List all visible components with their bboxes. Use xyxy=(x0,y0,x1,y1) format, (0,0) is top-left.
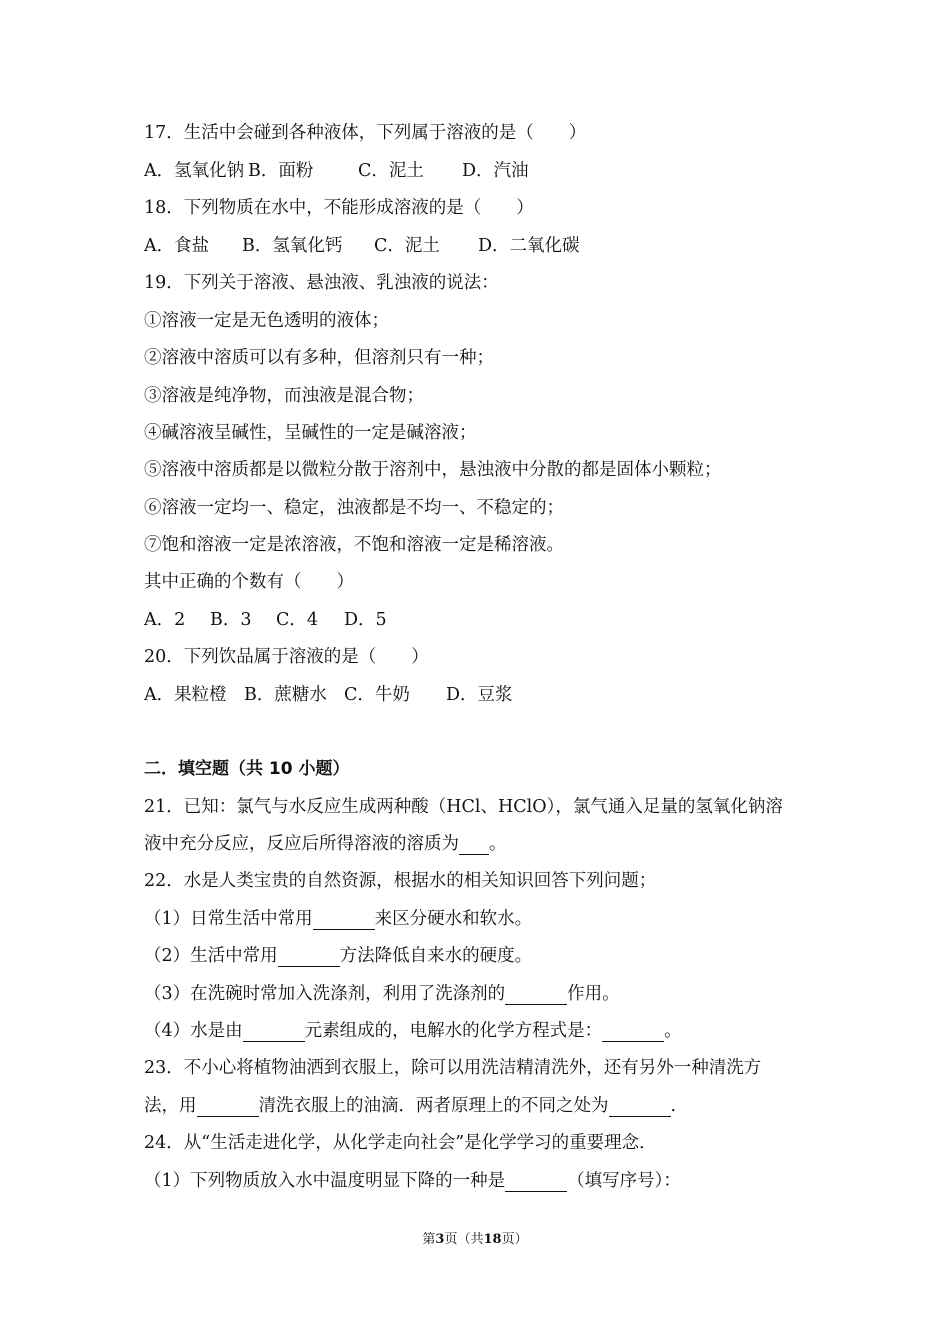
q22-part-4-text: （4）水是由 xyxy=(144,1021,243,1041)
q19-options xyxy=(144,609,387,631)
q20-option-d: D．豆浆 xyxy=(446,685,513,705)
q22-part-2 xyxy=(144,945,532,967)
section-title: 二．填空题（共 10 小题） xyxy=(144,759,350,779)
q19-option-b: B．3 xyxy=(210,610,252,630)
q18-option-a: A．食盐 xyxy=(144,236,210,256)
q22-stem: 22．水是人类宝贵的自然资源，根据水的相关知识回答下列问题； xyxy=(144,871,657,891)
page-footer xyxy=(0,1228,950,1247)
q19-statement-2: ②溶液中溶质可以有多种，但溶剂只有一种； xyxy=(144,348,494,368)
q18-option-b: B．氢氧化钙 xyxy=(242,236,343,256)
q17-option-c: C．泥土 xyxy=(358,161,424,181)
footer-middle: 页（共 xyxy=(444,1232,484,1247)
footer-total-pages: 18 xyxy=(483,1232,502,1247)
q22-part-2-text: （2）生活中常用 xyxy=(144,946,278,966)
q24-part-1-text: （1）下列物质放入水中温度明显下降的一种是 xyxy=(144,1171,506,1191)
q20-option-b: B．蔗糖水 xyxy=(244,685,327,705)
q19-statement-1: ①溶液一定是无色透明的液体； xyxy=(144,311,389,331)
footer-page-number: 3 xyxy=(435,1232,445,1247)
q19-option-a: A．2 xyxy=(144,610,186,630)
q21-line-2-end: 。 xyxy=(489,834,507,854)
q18-option-c: C．泥土 xyxy=(374,236,440,256)
q19-statement-4: ④碱溶液呈碱性，呈碱性的一定是碱溶液； xyxy=(144,423,477,443)
q20-options xyxy=(144,684,513,706)
q22-part-2-end: 方法降低自来水的硬度。 xyxy=(339,946,533,966)
q21-line-1: 21．已知：氯气与水反应生成两种酸（HCl、HClO），氯气通入足量的氢氧化钠溶 xyxy=(144,797,783,817)
q23-line-2-text: 法，用 xyxy=(144,1096,197,1116)
q22-part-4-mid: 元素组成的，电解水的化学方程式是： xyxy=(304,1021,603,1041)
q22-part-4-blank-2 xyxy=(602,1023,664,1042)
q22-part-1-end: 来区分硬水和软水。 xyxy=(374,909,533,929)
q23-blank-1 xyxy=(197,1098,259,1117)
q23-line-1: 23．不小心将植物油洒到衣服上，除可以用洗洁精清洗外，还有另外一种清洗方 xyxy=(144,1058,762,1078)
q22-part-1-text: （1）日常生活中常用 xyxy=(144,909,313,929)
q17-option-b: B．面粉 xyxy=(248,161,314,181)
q22-part-3 xyxy=(144,983,620,1005)
q19-statement-7: ⑦饱和溶液一定是浓溶液，不饱和溶液一定是稀溶液。 xyxy=(144,535,564,555)
q17-option-a: A．氢氧化钠 xyxy=(144,161,245,181)
q18-option-d: D．二氧化碳 xyxy=(478,236,580,256)
q19-stem: 19．下列关于溶液、悬浊液、乳浊液的说法： xyxy=(144,273,499,293)
q22-part-3-text: （3）在洗碗时常加入洗涤剂，利用了洗涤剂的 xyxy=(144,984,506,1004)
q23-line-2-mid: 清洗衣服上的油滴．两者原理上的不同之处为 xyxy=(258,1096,609,1116)
q22-part-4-blank-1 xyxy=(243,1023,305,1042)
q18-stem: 18．下列物质在水中，不能形成溶液的是（ ） xyxy=(144,198,534,218)
q24-part-1-end: （填写序号）： xyxy=(567,1171,681,1191)
q19-statement-6: ⑥溶液一定均一、稳定，浊液都是不均一、不稳定的； xyxy=(144,498,564,518)
q22-part-2-blank xyxy=(278,948,340,967)
q19-question: 其中正确的个数有（ ） xyxy=(144,572,354,592)
q22-part-3-blank xyxy=(505,986,567,1005)
q23-line-2-end: . xyxy=(670,1096,677,1116)
q22-part-1-blank xyxy=(313,911,375,930)
q20-stem: 20．下列饮品属于溶液的是（ ） xyxy=(144,647,429,667)
q23-line-2 xyxy=(144,1095,676,1117)
q22-part-1 xyxy=(144,908,532,930)
q19-statement-3: ③溶液是纯净物，而浊液是混合物； xyxy=(144,386,424,406)
q22-part-4-end: 。 xyxy=(664,1021,682,1041)
q21-answer-blank xyxy=(459,836,489,855)
q20-option-a: A．果粒橙 xyxy=(144,685,227,705)
q24-stem: 24．从“生活走进化学，从化学走向社会”是化学学习的重要理念． xyxy=(144,1133,657,1153)
q20-option-c: C．牛奶 xyxy=(344,685,410,705)
q21-line-2-text: 液中充分反应，反应后所得溶液的溶质为 xyxy=(144,834,459,854)
q17-options xyxy=(144,160,529,182)
q19-option-c: C．4 xyxy=(276,610,319,630)
q21-line-2 xyxy=(144,833,507,855)
q22-part-4 xyxy=(144,1020,682,1042)
q17-option-d: D．汽油 xyxy=(462,161,529,181)
q17-stem: 17．生活中会碰到各种液体，下列属于溶液的是（ ） xyxy=(144,123,587,143)
footer-suffix: 页） xyxy=(501,1232,528,1247)
q18-options xyxy=(144,235,580,257)
q24-part-1-blank xyxy=(505,1173,567,1192)
footer-prefix: 第 xyxy=(422,1232,436,1247)
q22-part-3-end: 作用。 xyxy=(567,984,620,1004)
q19-option-d: D．5 xyxy=(344,610,387,630)
q24-part-1 xyxy=(144,1170,681,1192)
q19-statement-5: ⑤溶液中溶质都是以微粒分散于溶剂中，悬浊液中分散的都是固体小颗粒； xyxy=(144,460,722,480)
q23-blank-2 xyxy=(609,1098,671,1117)
